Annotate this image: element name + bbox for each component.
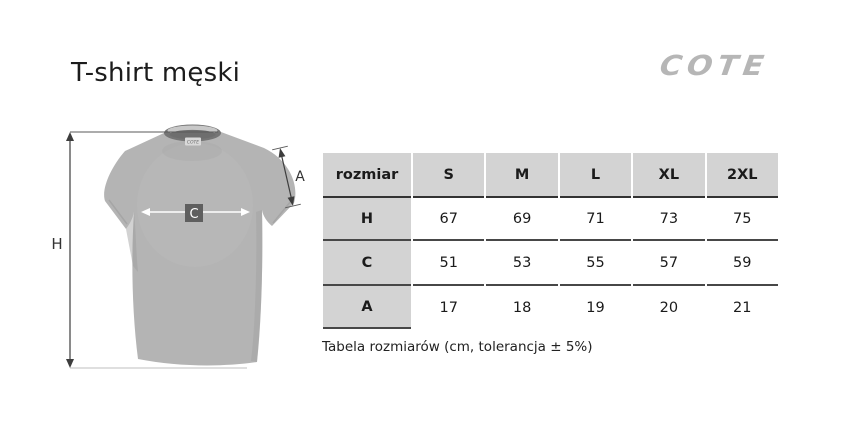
collar-tag-text: COTE (186, 140, 200, 146)
cell-h-m: 69 (486, 198, 557, 241)
cell-c-l: 55 (560, 241, 631, 286)
sleeve-label: A (295, 169, 305, 185)
row-label-a: A (323, 286, 411, 329)
height-arrowhead-bottom (66, 359, 74, 368)
cell-h-2xl: 75 (707, 198, 778, 241)
cell-a-2xl: 21 (733, 299, 752, 316)
header-cell-s: S (413, 153, 484, 198)
header-cell-xl: XL (633, 153, 704, 198)
height-label: H (51, 235, 63, 253)
cell-c-s: 51 (413, 241, 484, 286)
table-row-h (323, 198, 778, 241)
cell-a-l: 19 (586, 299, 605, 316)
chest-label: C (189, 207, 199, 222)
cell-c-2xl: 59 (707, 241, 778, 286)
cell-a-m: 18 (512, 299, 532, 316)
size-table-header-row (323, 153, 778, 198)
cell-h-l: 71 (560, 198, 631, 241)
size-table (321, 153, 780, 329)
cell-h-s: 67 (413, 198, 484, 241)
cell-a-xl: 20 (659, 299, 679, 316)
brand-logo: COTE (657, 50, 771, 83)
height-arrowhead-top (66, 132, 74, 141)
cell-c-m: 53 (486, 241, 557, 286)
row-label-h: H (323, 198, 411, 241)
tshirt-measurement-diagram (40, 108, 325, 398)
page-title: T-shirt męski (71, 58, 241, 88)
cell-c-xl: 57 (633, 241, 704, 286)
sleeve-arrowhead-top (279, 148, 286, 158)
table-caption: Tabela rozmiarów (cm, tolerancja ± 5%) (322, 339, 593, 355)
size-table-wrap (321, 153, 780, 329)
table-row-a (323, 286, 778, 329)
cell-a-s: 17 (439, 299, 458, 316)
table-row-c (323, 241, 778, 286)
cell-h-xl: 73 (633, 198, 704, 241)
header-cell-l: L (560, 153, 631, 198)
row-label-c: C (323, 241, 411, 286)
header-cell-rozmiar: rozmiar (323, 153, 411, 198)
header-cell-m: M (486, 153, 557, 198)
header-cell-2xl: 2XL (707, 153, 778, 198)
